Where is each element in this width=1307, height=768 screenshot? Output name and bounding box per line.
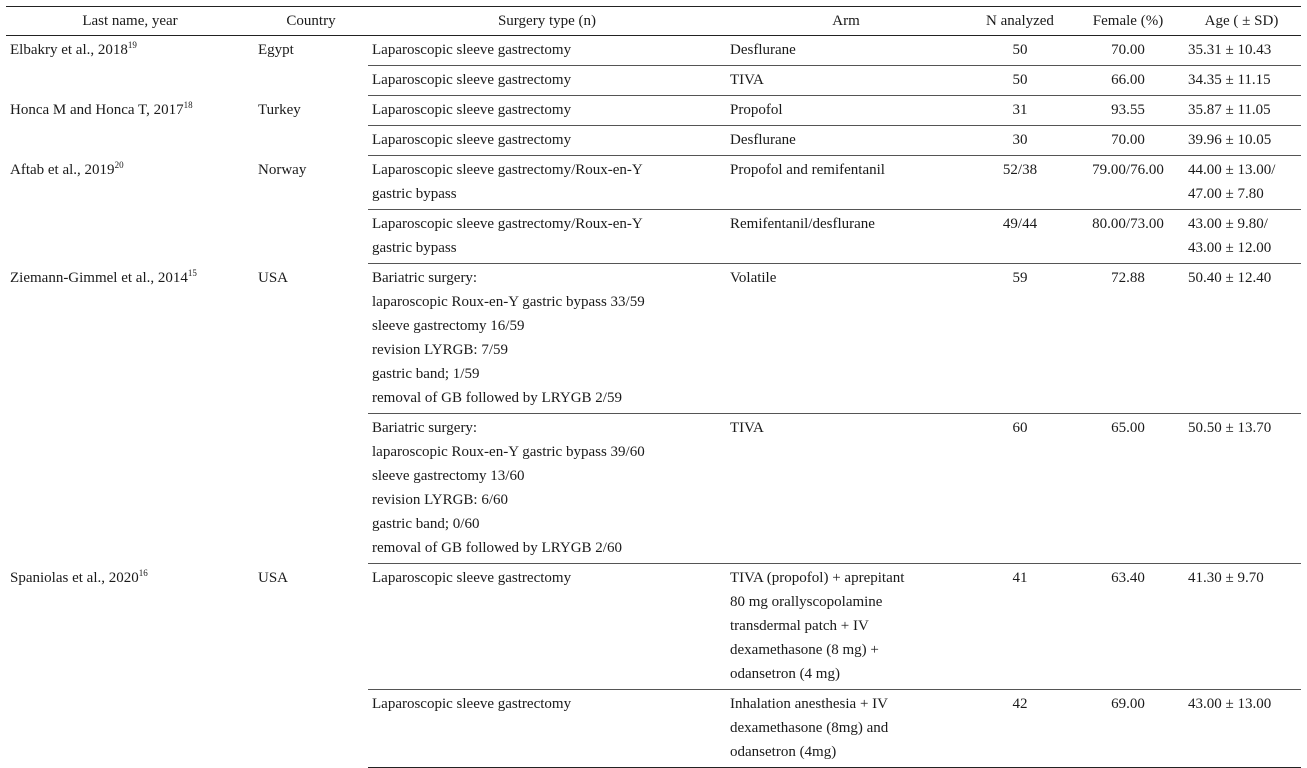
reference-number: 16 bbox=[138, 567, 148, 578]
author-name: Aftab et al., 2019 bbox=[10, 161, 115, 178]
cell-arm bbox=[726, 66, 966, 96]
cell-line: laparoscopic Roux-en-Y gastric bypass 39/60 bbox=[372, 444, 645, 460]
cell-line: 50.40 ± 12.40 bbox=[1188, 270, 1272, 286]
reference-number: 20 bbox=[114, 159, 124, 170]
cell-line: revision LYRGB: 7/59 bbox=[372, 342, 508, 358]
cell-n-analyzed: 52/38 bbox=[966, 156, 1074, 210]
cell-line: 39.96 ± 10.05 bbox=[1188, 132, 1272, 148]
cell-line: gastric bypass bbox=[372, 240, 457, 256]
cell-surgery-type bbox=[368, 414, 726, 564]
cell-female-percent: 79.00/76.00 bbox=[1074, 156, 1182, 210]
cell-line: 41.30 ± 9.70 bbox=[1188, 570, 1264, 586]
cell-line: 43.00 ± 13.00 bbox=[1188, 696, 1272, 712]
cell-author bbox=[6, 564, 254, 768]
cell-line: removal of GB followed by LRYGB 2/59 bbox=[372, 390, 622, 406]
cell-line: 80 mg orallyscopolamine bbox=[730, 594, 883, 610]
cell-surgery-type bbox=[368, 690, 726, 768]
header-row bbox=[6, 7, 1301, 36]
cell-line: gastric band; 1/59 bbox=[372, 366, 480, 382]
cell-age-sd bbox=[1182, 690, 1301, 768]
cell-author bbox=[6, 96, 254, 156]
cell-surgery-type bbox=[368, 96, 726, 126]
cell-n-analyzed: 30 bbox=[966, 126, 1074, 156]
table-row bbox=[6, 156, 1301, 210]
cell-line: Laparoscopic sleeve gastrectomy bbox=[372, 132, 572, 148]
cell-female-percent: 72.88 bbox=[1074, 264, 1182, 414]
cell-country: Turkey bbox=[258, 101, 301, 118]
cell-female-percent: 65.00 bbox=[1074, 414, 1182, 564]
cell-line: Laparoscopic sleeve gastrectomy bbox=[372, 696, 572, 712]
cell-surgery-type bbox=[368, 126, 726, 156]
cell-arm bbox=[726, 264, 966, 414]
author-name: Elbakry et al., 2018 bbox=[10, 42, 128, 58]
cell-female-percent: 70.00 bbox=[1074, 126, 1182, 156]
cell-line: 50.50 ± 13.70 bbox=[1188, 420, 1272, 436]
cell-line: removal of GB followed by LRYGB 2/60 bbox=[372, 540, 622, 556]
reference-number: 19 bbox=[127, 40, 137, 50]
cell-n-analyzed: 50 bbox=[966, 36, 1074, 66]
cell-line: odansetron (4mg) bbox=[730, 744, 837, 760]
cell-line: laparoscopic Roux-en-Y gastric bypass 33/59 bbox=[372, 294, 645, 310]
cell-line: TIVA (propofol) + aprepitant bbox=[730, 570, 905, 586]
cell-n-analyzed: 49/44 bbox=[966, 210, 1074, 264]
cell-arm bbox=[726, 564, 966, 690]
cell-age-sd bbox=[1182, 210, 1301, 264]
cell-line: sleeve gastrectomy 13/60 bbox=[372, 468, 525, 484]
cell-country: Egypt bbox=[258, 42, 294, 58]
cell-line: Laparoscopic sleeve gastrectomy bbox=[372, 72, 572, 88]
cell-line: Bariatric surgery: bbox=[372, 270, 478, 286]
cell-female-percent: 63.40 bbox=[1074, 564, 1182, 690]
cell-surgery-type bbox=[368, 66, 726, 96]
cell-surgery-type bbox=[368, 564, 726, 690]
cell-female-percent: 93.55 bbox=[1074, 96, 1182, 126]
cell-line: 47.00 ± 7.80 bbox=[1188, 186, 1264, 202]
reference-number: 18 bbox=[183, 99, 193, 110]
cell-surgery-type bbox=[368, 156, 726, 210]
cell-line: Remifentanil/desflurane bbox=[730, 216, 875, 232]
cell-female-percent: 80.00/73.00 bbox=[1074, 210, 1182, 264]
cell-n-analyzed: 41 bbox=[966, 564, 1074, 690]
cell-line: gastric band; 0/60 bbox=[372, 516, 480, 532]
cell-line: dexamethasone (8 mg) + bbox=[730, 642, 879, 658]
header-n-analyzed: N analyzed bbox=[966, 7, 1074, 36]
cell-n-analyzed: 60 bbox=[966, 414, 1074, 564]
cell-line: Laparoscopic sleeve gastrectomy/Roux-en-Y bbox=[372, 216, 643, 232]
table-row bbox=[6, 96, 1301, 126]
header-female-percent: Female (%) bbox=[1074, 7, 1182, 36]
cell-line: Desflurane bbox=[730, 132, 796, 148]
cell-line: Propofol and remifentanil bbox=[730, 162, 885, 178]
cell-line: Desflurane bbox=[730, 42, 796, 58]
author-name: Honca M and Honca T, 2017 bbox=[10, 101, 184, 118]
cell-line: 35.31 ± 10.43 bbox=[1188, 42, 1272, 58]
cell-line: transdermal patch + IV bbox=[730, 618, 869, 634]
cell-line: dexamethasone (8mg) and bbox=[730, 720, 889, 736]
cell-country: Norway bbox=[258, 161, 307, 178]
cell-age-sd bbox=[1182, 66, 1301, 96]
cell-age-sd bbox=[1182, 126, 1301, 156]
table-row bbox=[6, 36, 1301, 66]
cell-line: 43.00 ± 9.80/ bbox=[1188, 216, 1268, 232]
cell-line: Laparoscopic sleeve gastrectomy bbox=[372, 102, 572, 118]
cell-arm bbox=[726, 414, 966, 564]
reference-number: 15 bbox=[187, 267, 197, 278]
cell-female-percent: 70.00 bbox=[1074, 36, 1182, 66]
cell-line: 44.00 ± 13.00/ bbox=[1188, 162, 1276, 178]
cell-arm bbox=[726, 96, 966, 126]
cell-line: gastric bypass bbox=[372, 186, 457, 202]
cell-surgery-type bbox=[368, 36, 726, 66]
author-name: Ziemann-Gimmel et al., 2014 bbox=[10, 269, 188, 286]
header-last-name-year: Last name, year bbox=[6, 7, 254, 36]
cell-age-sd bbox=[1182, 414, 1301, 564]
study-table-container bbox=[6, 6, 1301, 768]
cell-line: sleeve gastrectomy 16/59 bbox=[372, 318, 525, 334]
header-age-sd: Age ( ± SD) bbox=[1182, 7, 1301, 36]
header-country: Country bbox=[254, 7, 368, 36]
cell-line: Laparoscopic sleeve gastrectomy bbox=[372, 570, 572, 586]
table-row bbox=[6, 564, 1301, 690]
table-body bbox=[6, 36, 1301, 768]
cell-line: Propofol bbox=[730, 102, 783, 118]
cell-line: Laparoscopic sleeve gastrectomy bbox=[372, 42, 572, 58]
cell-surgery-type bbox=[368, 264, 726, 414]
cell-line: revision LYRGB: 6/60 bbox=[372, 492, 508, 508]
cell-arm bbox=[726, 690, 966, 768]
cell-arm bbox=[726, 36, 966, 66]
table-row bbox=[6, 264, 1301, 414]
cell-female-percent: 69.00 bbox=[1074, 690, 1182, 768]
cell-line: 43.00 ± 12.00 bbox=[1188, 240, 1272, 256]
cell-arm bbox=[726, 156, 966, 210]
cell-age-sd bbox=[1182, 264, 1301, 414]
cell-arm bbox=[726, 126, 966, 156]
cell-age-sd bbox=[1182, 96, 1301, 126]
cell-line: 34.35 ± 11.15 bbox=[1188, 72, 1271, 88]
header-surgery-type: Surgery type (n) bbox=[368, 7, 726, 36]
cell-n-analyzed: 42 bbox=[966, 690, 1074, 768]
cell-line: 35.87 ± 11.05 bbox=[1188, 102, 1271, 118]
cell-line: TIVA bbox=[730, 72, 764, 88]
cell-age-sd bbox=[1182, 36, 1301, 66]
cell-author bbox=[6, 264, 254, 564]
header-arm: Arm bbox=[726, 7, 966, 36]
author-name: Spaniolas et al., 2020 bbox=[10, 569, 139, 586]
cell-line: Inhalation anesthesia + IV bbox=[730, 696, 888, 712]
cell-country: USA bbox=[258, 569, 289, 586]
cell-line: Laparoscopic sleeve gastrectomy/Roux-en-Y bbox=[372, 162, 643, 178]
cell-line: Bariatric surgery: bbox=[372, 420, 478, 436]
cell-surgery-type bbox=[368, 210, 726, 264]
cell-age-sd bbox=[1182, 156, 1301, 210]
cell-author bbox=[6, 36, 254, 96]
cell-line: odansetron (4 mg) bbox=[730, 666, 840, 682]
cell-female-percent: 66.00 bbox=[1074, 66, 1182, 96]
cell-country: USA bbox=[258, 269, 289, 286]
cell-arm bbox=[726, 210, 966, 264]
cell-line: Volatile bbox=[730, 270, 777, 286]
cell-n-analyzed: 50 bbox=[966, 66, 1074, 96]
cell-n-analyzed: 31 bbox=[966, 96, 1074, 126]
cell-author bbox=[6, 156, 254, 264]
study-characteristics-table bbox=[6, 6, 1301, 768]
cell-age-sd bbox=[1182, 564, 1301, 690]
cell-n-analyzed: 59 bbox=[966, 264, 1074, 414]
cell-line: TIVA bbox=[730, 420, 764, 436]
